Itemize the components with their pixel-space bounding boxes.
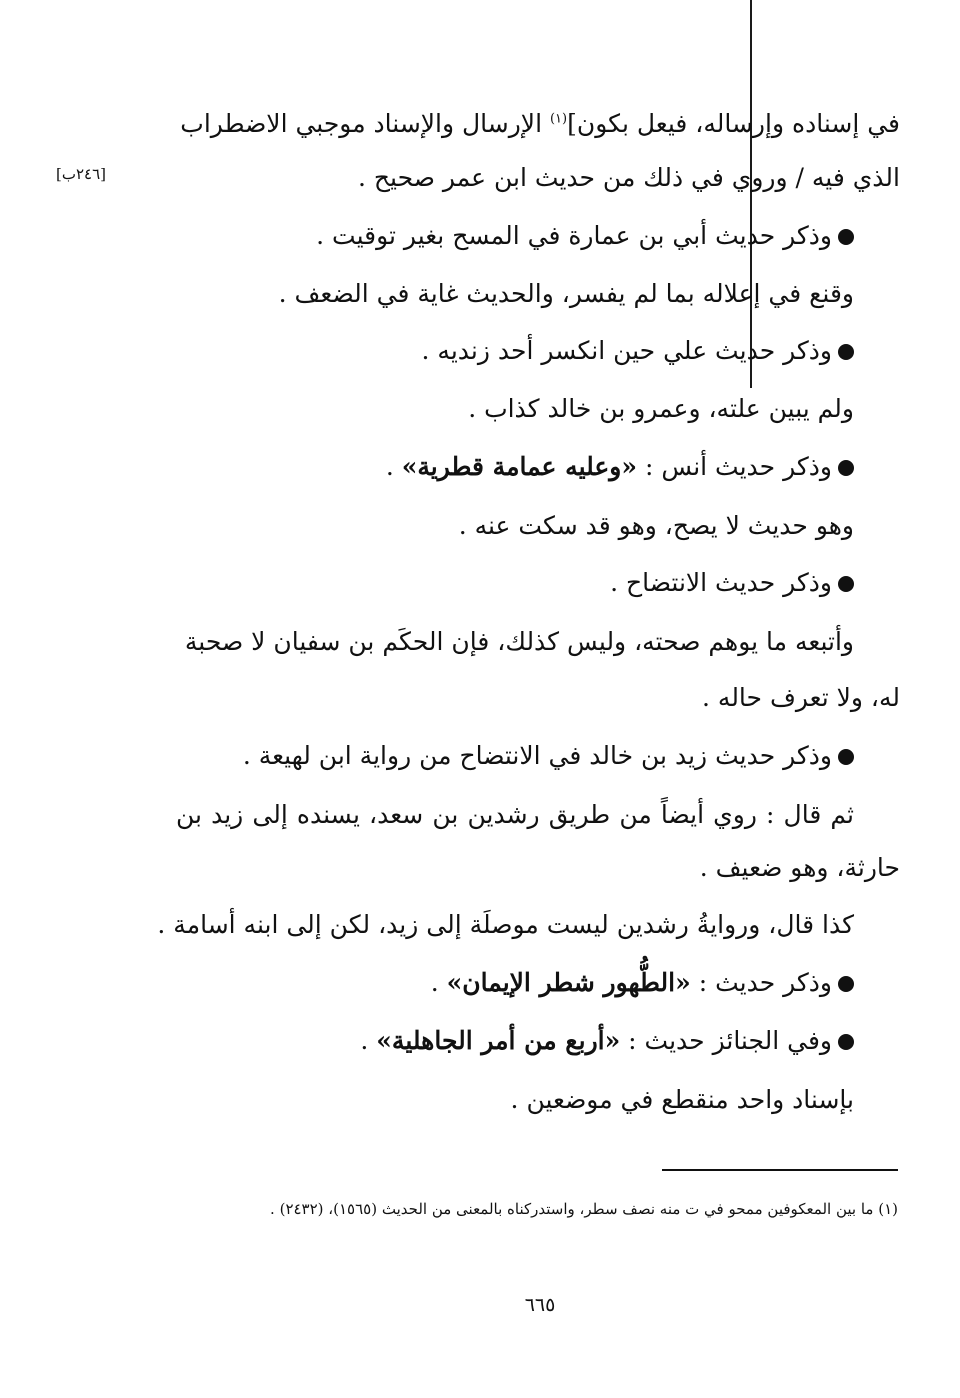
text-line-18: بإسناد واحد منقطع في موضعين .	[510, 1085, 854, 1114]
text-line-13: ثم قال : روي أيضاً من طريق رشدين بن سعد، يسنده إلى زيد بن	[176, 800, 854, 829]
text-segment: وفي الجنائز حديث :	[620, 1026, 832, 1055]
text-line-8: وهو حديث لا يصح، وهو قد سكت عنه .	[458, 511, 854, 540]
text-line-1	[180, 102, 900, 146]
text-line-10: وأتبعه ما يوهم صحته، وليس كذلك، فإن الحكَم بن سفيان لا صحبة	[184, 627, 854, 656]
footnote-1: (١) ما بين المعكوفين ممحو في ت منه نصف سطر، واستدركناه بالمعنى من الحديث (١٥٦٥)، (٢٤٣٢) .	[270, 1200, 898, 1218]
bullet-icon	[838, 344, 854, 360]
text-segment: وذكر حديث علي حين انكسر أحد زنديه .	[421, 336, 832, 365]
bullet-item-intidah	[610, 561, 854, 605]
bullet-item-ubay-bin-imara	[316, 214, 854, 258]
bullet-item-zayd-bin-khalid	[243, 734, 854, 778]
footnote-marker[interactable]: (١)	[549, 111, 568, 127]
text-segment: وذكر حديث الانتضاح .	[610, 568, 832, 597]
text-line-14: حارثة، وهو ضعيف .	[699, 853, 900, 882]
hadith-quote: «وعليه عمامة قطرية»	[401, 452, 638, 481]
page-number: ٦٦٥	[524, 1294, 556, 1316]
text-segment: وذكر حديث :	[690, 968, 832, 997]
bullet-icon	[838, 576, 854, 592]
text-line-11: له، ولا تعرف حاله .	[702, 683, 900, 712]
bullet-icon	[838, 229, 854, 245]
text-segment: الإرسال والإسناد موجبي الاضطراب	[180, 109, 550, 138]
text-line-6: ولم يبين علته، وعمرو بن خالد كذاب .	[468, 394, 854, 423]
text-line-2: الذي فيه / وروي في ذلك من حديث ابن عمر صحيح .	[358, 163, 900, 192]
bullet-icon	[838, 749, 854, 765]
bullet-item-janaiz	[360, 1019, 854, 1063]
text-segment: وذكر حديث أنس :	[637, 452, 832, 481]
bullet-icon	[838, 976, 854, 992]
text-line-4: وقنع في إعلاله بما لم يفسر، والحديث غاية في الضعف .	[278, 279, 854, 308]
bullet-item-anas	[386, 445, 854, 489]
bullet-item-ali	[422, 329, 854, 373]
bullet-item-tuhur	[431, 961, 854, 1005]
manuscript-folio-reference: [٢٤٦ب]	[56, 165, 107, 183]
text-segment: .	[430, 968, 447, 997]
text-segment: .	[385, 452, 402, 481]
bullet-icon	[838, 1034, 854, 1050]
text-segment: وذكر حديث زيد بن خالد في الانتضاح من رواية ابن لهيعة .	[242, 741, 832, 770]
text-segment: في إسناده وإرساله، فيعل بكون]	[567, 109, 900, 138]
hadith-quote: «الطُّهور شطر الإيمان»	[446, 968, 691, 997]
text-segment: وذكر حديث أبي بن عمارة في المسح بغير توقيت .	[316, 221, 832, 250]
bullet-icon	[838, 460, 854, 476]
text-segment: .	[360, 1026, 377, 1055]
footnote-separator	[662, 1169, 898, 1171]
text-line-15: كذا قال، وروايةُ رشدين ليست موصلَة إلى زيد، لكن إلى ابنه أسامة .	[157, 910, 854, 939]
hadith-quote: «أربع من أمر الجاهلية»	[376, 1026, 621, 1055]
